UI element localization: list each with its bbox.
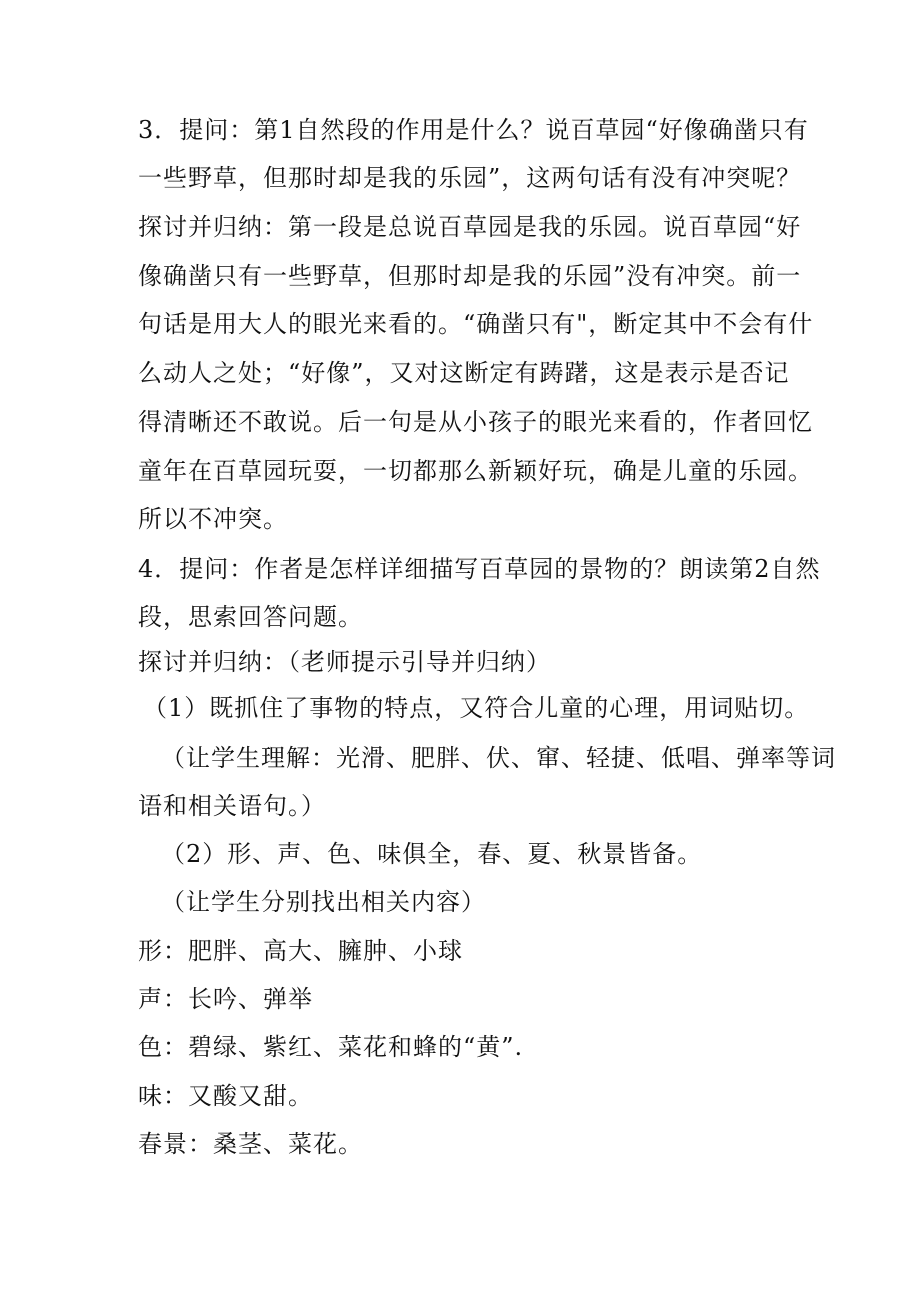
text-line-13: （1）既抓住了事物的特点，又符合儿童的心理，用词贴切。	[143, 694, 810, 722]
text-line-4: 像确凿只有一些野草，但那时却是我的乐园”没有冲突。前一	[138, 262, 802, 290]
text-line-3: 探讨并归纳：第一段是总说百草园是我的乐园。说百草园“好	[138, 213, 802, 241]
text-line-21: 味：又酸又甜。	[138, 1082, 313, 1110]
text-line-19: 声：长吟、弹举	[138, 985, 313, 1013]
text-line-11: 段，思索回答问题。	[138, 603, 363, 631]
text-line-16: （2）形、声、色、味俱全，春、夏、秋景皆备。	[161, 840, 703, 868]
text-line-18: 形：肥胖、高大、臃肿、小球	[138, 937, 463, 965]
text-line-9: 所以不冲突。	[138, 505, 288, 533]
text-line-10: 4．提问：作者是怎样详细描写百草园的景物的？朗读第2自然	[138, 555, 821, 583]
text-line-17: （让学生分别找出相关内容）	[161, 888, 486, 916]
text-line-2: 一些野草，但那时却是我的乐园”，这两句话有没有冲突呢？	[138, 164, 802, 192]
text-line-20: 色：碧绿、紫红、菜花和蜂的“黄”.	[138, 1033, 524, 1061]
text-line-5: 句话是用大人的眼光来看的。“确凿只有"，断定其中不会有什	[138, 310, 814, 338]
text-line-1: 3．提问：第1自然段的作用是什么？说百草园“好像确凿只有	[138, 116, 809, 144]
text-line-22: 春景：桑茎、菜花。	[138, 1130, 363, 1158]
text-line-8: 童年在百草园玩耍，一切都那么新颖好玩，确是儿童的乐园。	[138, 457, 813, 485]
text-line-12: 探讨并归纳：（老师提示引导并归纳）	[138, 648, 551, 676]
text-line-7: 得清晰还不敢说。后一句是从小孩子的眼光来看的，作者回忆	[138, 408, 813, 436]
text-line-6: 么动人之处；“好像”，又对这断定有踌躇，这是表示是否记	[138, 359, 790, 387]
text-line-15: 语和相关语句。）	[138, 792, 326, 820]
text-line-14: （让学生理解：光滑、肥胖、伏、窜、轻捷、低唱、弹率等词	[161, 744, 836, 772]
